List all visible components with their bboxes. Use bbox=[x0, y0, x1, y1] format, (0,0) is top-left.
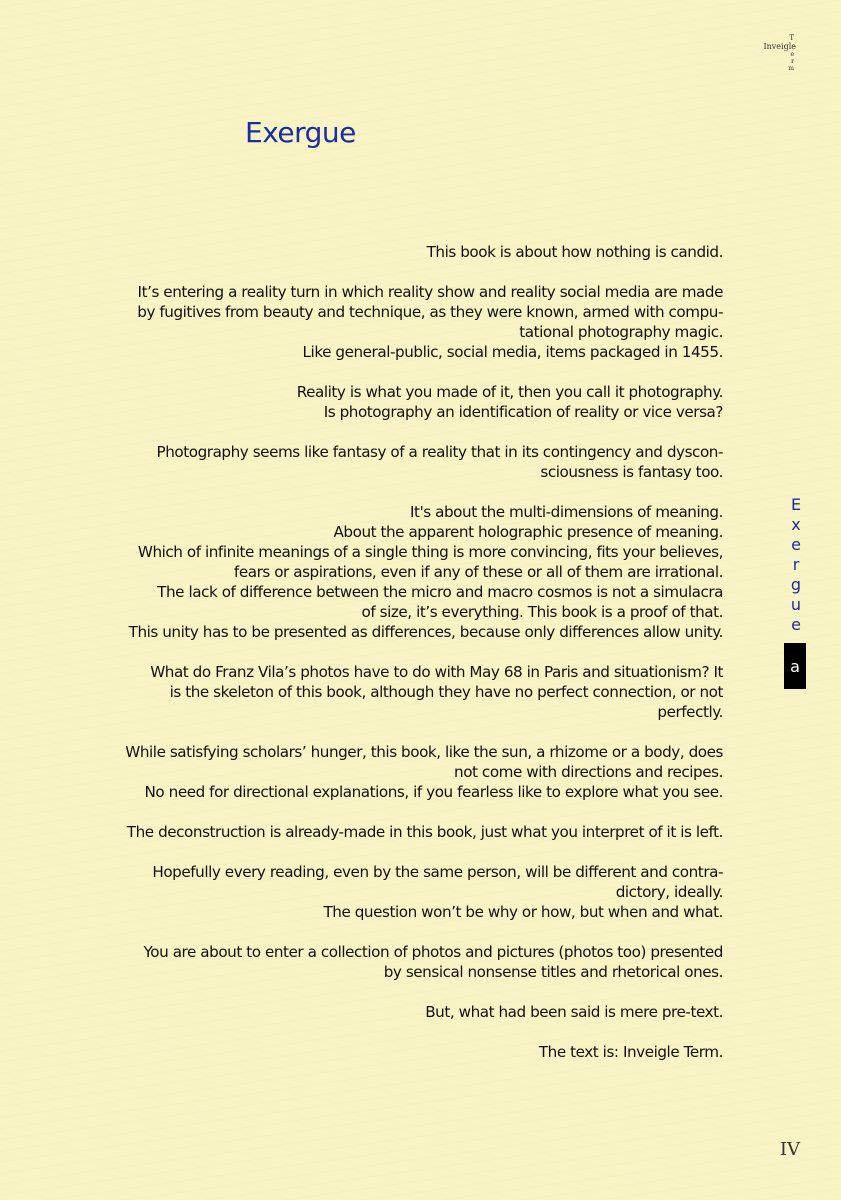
text-line: Which of infinite meanings of a single thing is more convincing, fits your believes, bbox=[137, 543, 723, 561]
running-header-mark bbox=[756, 34, 796, 72]
text-line: What do Franz Vila’s photos have to do with May 68 in Paris and situationism? It bbox=[150, 663, 723, 681]
paragraph-gap bbox=[122, 922, 723, 942]
paragraph bbox=[122, 862, 723, 922]
paragraph-gap bbox=[122, 262, 723, 282]
text-line: The lack of difference between the micro and macro cosmos is not a simulacra bbox=[157, 583, 723, 601]
running-header-top-letter: T bbox=[789, 34, 794, 42]
side-vertical-label bbox=[786, 495, 806, 635]
text-line: The question won’t be why or how, but when and what. bbox=[323, 903, 723, 921]
paragraph bbox=[122, 942, 723, 982]
side-letter: E bbox=[790, 495, 802, 514]
text-line: not come with directions and recipes. bbox=[454, 763, 723, 781]
text-line: by sensical nonsense titles and rhetorical ones. bbox=[383, 963, 723, 981]
text-line: Is photography an identification of reality or vice versa? bbox=[323, 403, 723, 421]
paragraph-gap bbox=[122, 722, 723, 742]
side-letter: g bbox=[790, 575, 802, 594]
text-line: While satisfying scholars’ hunger, this book, like the sun, a rhizome or a body, does bbox=[125, 743, 723, 761]
paragraph bbox=[122, 1002, 723, 1022]
paragraph-gap bbox=[122, 802, 723, 822]
paragraph bbox=[122, 382, 723, 422]
paragraph-gap bbox=[122, 482, 723, 502]
running-header-stack-letter: r bbox=[791, 58, 794, 65]
running-header-stack-letter: e bbox=[790, 51, 794, 58]
paragraph-gap bbox=[122, 642, 723, 662]
text-line: The text is: Inveigle Term. bbox=[538, 1043, 723, 1061]
running-header-stack-letter: m bbox=[788, 65, 794, 72]
paragraph bbox=[122, 662, 723, 722]
text-line: It’s entering a reality turn in which reality show and reality social media are made bbox=[137, 283, 723, 301]
text-line: It's about the multi-dimensions of meaning. bbox=[410, 503, 723, 521]
side-letter: e bbox=[791, 615, 801, 634]
paragraph-gap bbox=[122, 422, 723, 442]
text-line: This unity has to be presented as differences, because only differences allow unity. bbox=[128, 623, 723, 641]
text-line: This book is about how nothing is candid. bbox=[426, 243, 723, 261]
side-letter: x bbox=[791, 515, 801, 534]
section-tab: a bbox=[784, 643, 806, 689]
text-line: The deconstruction is already-made in this book, just what you interpret of it is left. bbox=[126, 823, 723, 841]
text-line: tational photography magic. bbox=[519, 323, 723, 341]
running-header-word: Inveigle bbox=[763, 42, 796, 51]
paragraph-gap bbox=[122, 842, 723, 862]
paragraph-gap bbox=[122, 1022, 723, 1042]
body-text bbox=[122, 242, 723, 1062]
paragraph bbox=[122, 442, 723, 482]
text-line: Hopefully every reading, even by the same person, will be different and contra- bbox=[152, 863, 723, 881]
text-line: About the apparent holographic presence of meaning. bbox=[333, 523, 723, 541]
text-line: fears or aspirations, even if any of these or all of them are irrational. bbox=[233, 563, 723, 581]
page-title: Exergue bbox=[245, 116, 356, 149]
text-line: of size, it’s everything. This book is a proof of that. bbox=[361, 603, 723, 621]
paragraph bbox=[122, 822, 723, 842]
paragraph bbox=[122, 742, 723, 802]
running-header-stack bbox=[788, 51, 796, 72]
side-letter: r bbox=[792, 555, 800, 574]
text-line: Photography seems like fantasy of a reality that in its contingency and dyscon- bbox=[156, 443, 723, 461]
paragraph-gap bbox=[122, 982, 723, 1002]
text-line: is the skeleton of this book, although they have no perfect connection, or not bbox=[169, 683, 723, 701]
text-line: sciousness is fantasy too. bbox=[540, 463, 723, 481]
paragraph bbox=[122, 282, 723, 362]
text-line: Reality is what you made of it, then you call it photography. bbox=[296, 383, 723, 401]
text-line: by fugitives from beauty and technique, as they were known, armed with compu- bbox=[137, 303, 723, 321]
text-line: But, what had been said is mere pre-text. bbox=[425, 1003, 723, 1021]
paragraph bbox=[122, 1042, 723, 1062]
text-line: Like general-public, social media, items packaged in 1455. bbox=[302, 343, 723, 361]
paragraph bbox=[122, 502, 723, 642]
text-line: perfectly. bbox=[657, 703, 723, 721]
text-line: No need for directional explanations, if you fearless like to explore what you see. bbox=[144, 783, 723, 801]
side-letter: u bbox=[790, 595, 802, 614]
page-number: IV bbox=[779, 1139, 800, 1160]
text-line: dictory, ideally. bbox=[615, 883, 723, 901]
text-line: You are about to enter a collection of photos and pictures (photos too) presented bbox=[143, 943, 723, 961]
paragraph-gap bbox=[122, 362, 723, 382]
side-letter: e bbox=[791, 535, 801, 554]
paragraph bbox=[122, 242, 723, 262]
